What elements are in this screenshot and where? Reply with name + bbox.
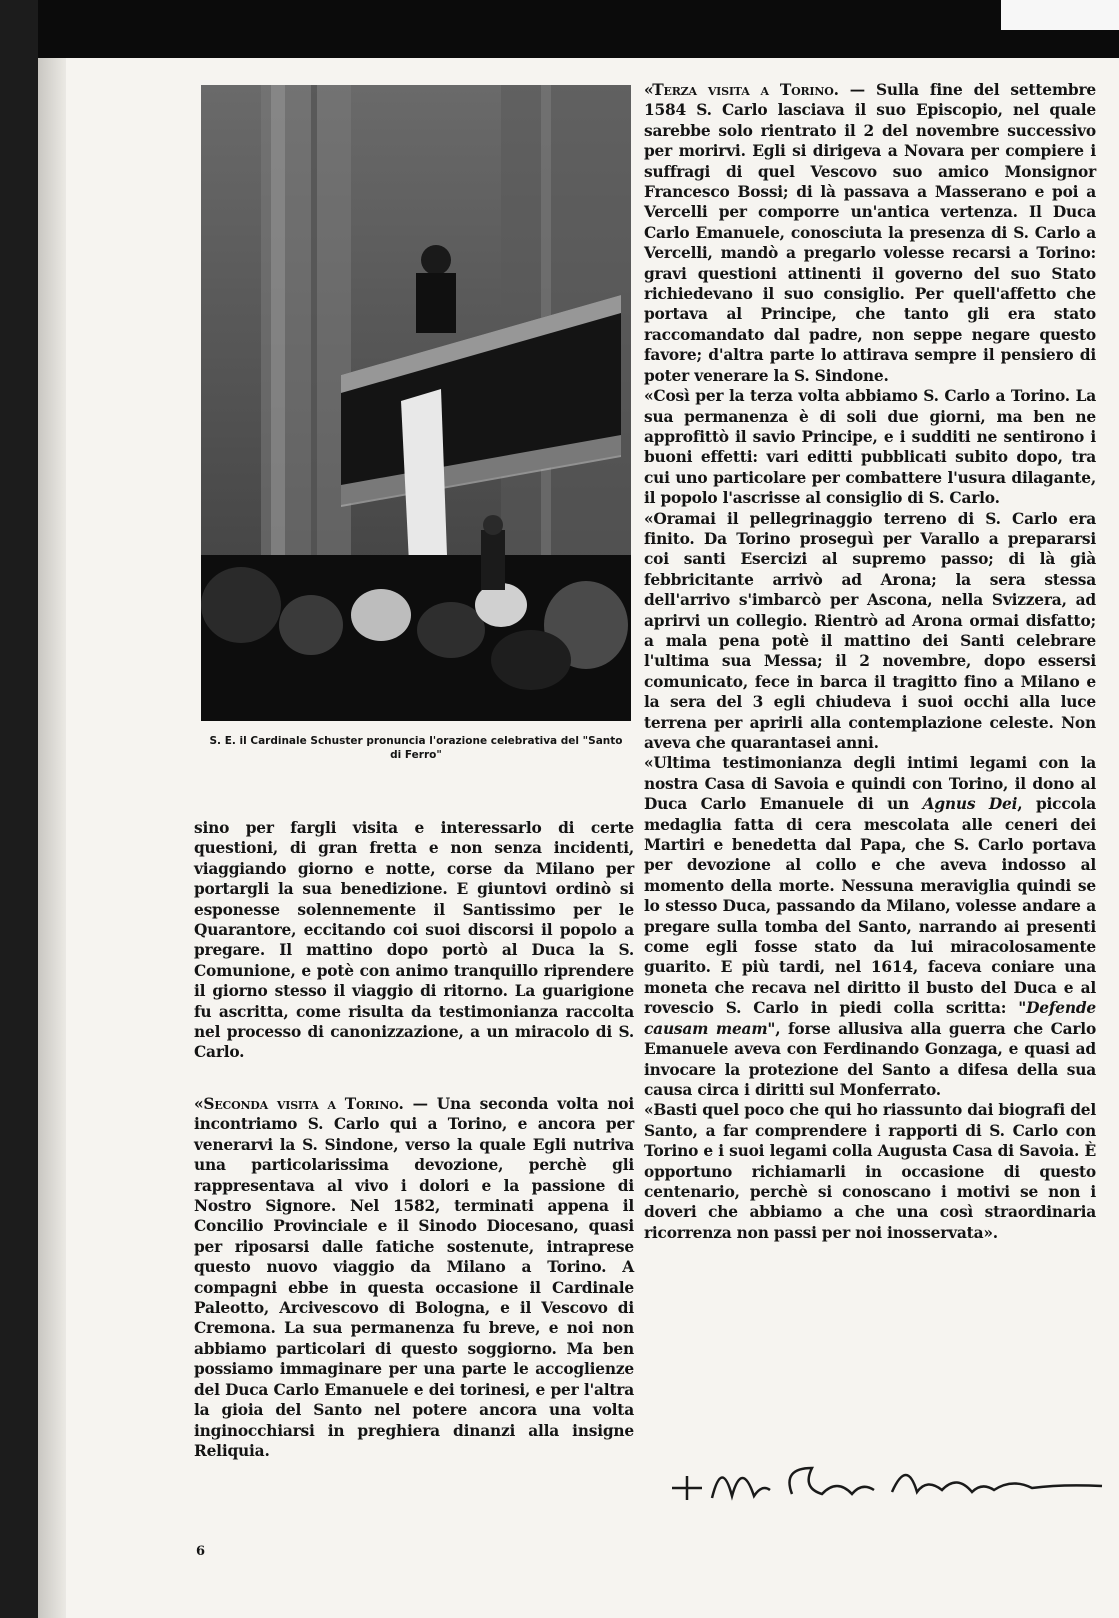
page-number: 6	[196, 1544, 206, 1559]
top-scan-border	[0, 0, 1119, 58]
italic-term: Agnus Dei	[922, 795, 1018, 814]
photo-illustration	[201, 85, 631, 721]
paragraph	[644, 80, 1096, 386]
paragraph: sino per fargli visita e interessarlo di certe questioni, di gran fretta e non senza incidenti, viaggiando giorno e notte, corse da Milano per portargli la sua benedizione. E giuntovi ordinò si esponesse solennemente il Santissimo per le Quarantore, eccitando coi suoi discorsi il popolo a pregare. Il mattino dopo portò al Duca la S. Comunione, e potè con animo tranquillo riprendere il giorno stesso il viaggio di ritorno. La guarigione fu ascritta, come risulta da testimonianza raccolta nel processo di canonizzazione, a un miracolo di S. Carlo.	[194, 819, 634, 1062]
paragraph	[194, 1094, 634, 1461]
photo-cardinal-pulpit	[201, 85, 631, 721]
paragraph-text: — Sulla fine del settembre 1584 S. Carlo lasciava il suo Episcopio, nel quale sarebbe solo rientrato il 2 del novembre successivo per morirvi. Egli si dirigeva a Novara per compiere i suffragi di quel Vescovo suo amico Monsignor Francesco Bossi; di là passava a Masserano e poi a Vercelli per comporre un'antica vertenza. Il Duca Carlo Emanuele, conosciuta la presenza di S. Carlo a Vercelli, mandò a pregarlo volesse recarsi a Torino: gravi questioni attinenti il governo del suo Stato richiedevano il suo consiglio. Per quell'affetto che portava al Principe, che tanto gli era stato raccomandato dal padre, non seppe negare questo favore; d'altra parte lo attirava sempre il pensiero di poter venerare la S. Sindone.	[644, 81, 1096, 385]
paragraph-text: , piccola medaglia fatta di cera mescolata alle ceneri dei Martiri e benedetta dal Papa, che S. Carlo portava per devozione al collo e che aveva indosso al momento della morte. Nessuna meraviglia quindi se lo stesso Duca, passando da Milano, volesse andare a pregare sulla tomba del Santo, narrando ai presenti come egli fosse stato da lui miracolosamente guarito. E più tardi, nel 1614, faceva coniare una moneta che recava nel diritto il busto del Duca e al rovescio S. Carlo in piedi colla scritta: "	[644, 795, 1096, 1018]
page-gutter	[38, 58, 66, 1618]
page	[66, 58, 1119, 1618]
right-column	[644, 80, 1096, 1243]
photo-caption: S. E. il Cardinale Schuster pronuncia l'orazione celebrativa del "Santo di Ferro"	[209, 735, 623, 761]
italic-motto: Defende causam meam	[644, 999, 1096, 1038]
paragraph-text: «Ultima testimonianza degli intimi legami con la nostra Casa di Savoia e quindi con Torino, il dono al Duca Carlo Emanuele di un	[644, 754, 1096, 814]
section-heading: «Terza visita a Torino.	[644, 81, 839, 99]
paragraph	[644, 753, 1096, 1100]
top-right-scan-patch	[1001, 0, 1119, 30]
paragraph: «Oramai il pellegrinaggio terreno di S. Carlo era finito. Da Torino proseguì per Varallo a prepararsi coi santi Esercizi al supremo passo; di là già febbricitante arrivò ad Arona; la sera stessa dell'arrivo s'imbarcò per Ascona, nella Svizzera, ad aprirvi un collegio. Rientrò ad Arona ormai disfatto; a mala pena potè il mattino dei Santi celebrare l'ultima sua Messa; il 2 novembre, dopo essersi comunicato, fece in barca il tragitto fino a Milano e la sera del 3 egli chiudeva i suoi occhi alla luce terrena per aprirli alla contemplazione celeste. Non aveva che quarantasei anni.	[644, 509, 1096, 752]
left-scan-border	[0, 0, 38, 1618]
paragraph: «Così per la terza volta abbiamo S. Carlo a Torino. La sua permanenza è di soli due giorni, ma ben ne approfittò il savio Principe, e i sudditi ne sentirono i buoni effetti: vari editti pubblicati subito dopo, tra cui uno particolare per combattere l'usura dilagante, il popolo l'ascrisse al consiglio di S. Carlo.	[644, 387, 1096, 508]
paragraph: «Basti quel poco che qui ho riassunto dai biografi del Santo, a far comprendere i rapporti di S. Carlo con Torino e i suoi legami colla Augusta Casa di Savoia. È opportuno richiamarli in occasione di questo centenario, perchè si conoscano i motivi se non i doveri che abbiamo a che una così straordinaria ricorrenza non passi per noi inosservata».	[644, 1101, 1096, 1242]
left-column-bottom	[194, 1094, 634, 1461]
left-column-top	[194, 818, 634, 1063]
handwritten-signature	[662, 1438, 1112, 1518]
paragraph-text: — Una seconda volta noi incontriamo S. Carlo qui a Torino, e ancora per venerarvi la S. Sindone, verso la quale Egli nutriva una particolarissima devozione, perchè gli rappresentava al vivo i dolori e la passione di Nostro Signore. Nel 1582, terminati appena il Concilio Provinciale e il Sinodo Diocesano, quasi per riposarsi dalle fatiche sostenute, intraprese questo nuovo viaggio da Milano a Torino. A compagni ebbe in questa occasione il Cardinale Paleotto, Arcivescovo di Bologna, e il Vescovo di Cremona. La sua permanenza fu breve, e noi non abbiamo particolari di questo soggiorno. Ma ben possiamo immaginare per una parte le accoglienze del Duca Carlo Emanuele e dei torinesi, e per l'altra la gioia del Santo nel potere ancora una volta inginocchiarsi in preghiera dinanzi alla insigne Reliquia.	[194, 1095, 634, 1460]
section-heading: «Seconda visita a Torino.	[194, 1095, 404, 1113]
paragraph-text: ", forse allusiva alla guerra che Carlo Emanuele aveva con Ferdinando Gonzaga, e quasi ad invocare la protezione del Santo a difesa della sua causa circa i diritti sul Monferrato.	[644, 1019, 1097, 1099]
